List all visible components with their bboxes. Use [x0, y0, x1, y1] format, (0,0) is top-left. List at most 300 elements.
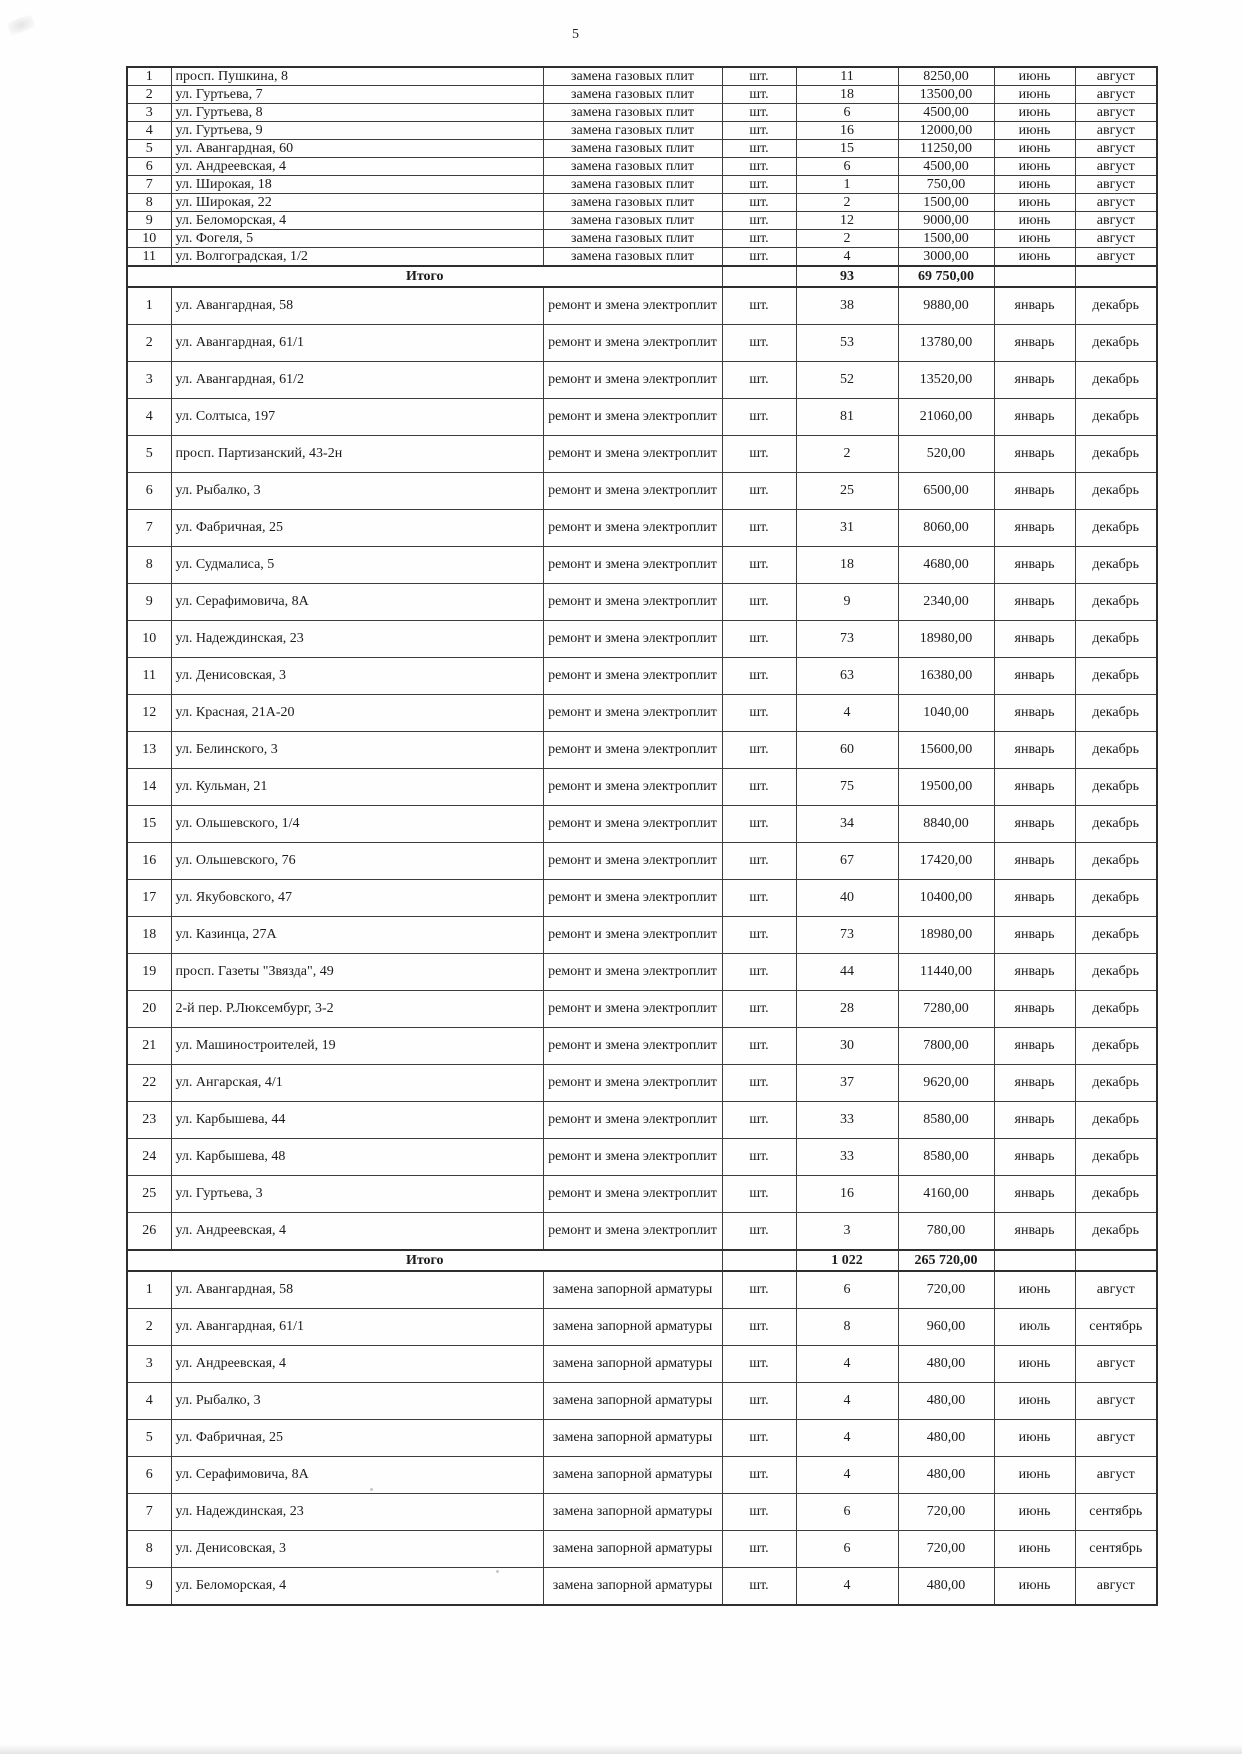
unit-cell: шт. [722, 806, 796, 843]
row-number-cell: 16 [127, 843, 171, 880]
end-month-cell: декабрь [1075, 621, 1157, 658]
end-month-cell: сентябрь [1075, 1531, 1157, 1568]
address-cell: ул. Судмалиса, 5 [171, 547, 543, 584]
unit-cell: шт. [722, 122, 796, 140]
totals-cost-cell: 69 750,00 [898, 266, 994, 287]
row-number-cell: 3 [127, 104, 171, 122]
quantity-cell: 4 [796, 1457, 898, 1494]
row-number-cell: 17 [127, 880, 171, 917]
work-type-cell: ремонт и змена электроплит [543, 1213, 722, 1251]
row-number-cell: 7 [127, 510, 171, 547]
start-month-cell: июнь [994, 1346, 1075, 1383]
row-number-cell: 5 [127, 140, 171, 158]
start-month-cell: июнь [994, 104, 1075, 122]
table-row [127, 1065, 1157, 1102]
unit-cell: шт. [722, 399, 796, 436]
end-month-cell: август [1075, 1383, 1157, 1420]
end-month-cell: декабрь [1075, 954, 1157, 991]
cost-cell: 8580,00 [898, 1102, 994, 1139]
end-month-cell: август [1075, 1346, 1157, 1383]
address-cell: ул. Кульман, 21 [171, 769, 543, 806]
unit-cell: шт. [722, 1213, 796, 1251]
address-cell: ул. Рыбалко, 3 [171, 473, 543, 510]
address-cell: ул. Авангардная, 61/2 [171, 362, 543, 399]
quantity-cell: 12 [796, 212, 898, 230]
start-month-cell: январь [994, 658, 1075, 695]
start-month-cell: январь [994, 769, 1075, 806]
quantity-cell: 6 [796, 1271, 898, 1309]
cost-cell: 1500,00 [898, 230, 994, 248]
work-type-cell: ремонт и змена электроплит [543, 547, 722, 584]
quantity-cell: 4 [796, 1346, 898, 1383]
quantity-cell: 2 [796, 230, 898, 248]
cost-cell: 960,00 [898, 1309, 994, 1346]
totals-row [127, 266, 1157, 287]
start-month-cell: июнь [994, 1420, 1075, 1457]
totals-label: Итого [127, 1250, 722, 1271]
unit-cell: шт. [722, 1028, 796, 1065]
work-type-cell: замена запорной арматуры [543, 1271, 722, 1309]
cost-cell: 480,00 [898, 1346, 994, 1383]
table-row [127, 1420, 1157, 1457]
address-cell: ул. Гуртьева, 8 [171, 104, 543, 122]
address-cell: просп. Партизанский, 43-2н [171, 436, 543, 473]
address-cell: ул. Фогеля, 5 [171, 230, 543, 248]
quantity-cell: 33 [796, 1102, 898, 1139]
cost-cell: 7800,00 [898, 1028, 994, 1065]
start-month-cell: июнь [994, 158, 1075, 176]
work-type-cell: ремонт и змена электроплит [543, 1139, 722, 1176]
cost-cell: 8840,00 [898, 806, 994, 843]
table-row [127, 695, 1157, 732]
end-month-cell: август [1075, 248, 1157, 267]
totals-cost-cell: 265 720,00 [898, 1250, 994, 1271]
cost-cell: 11440,00 [898, 954, 994, 991]
quantity-cell: 4 [796, 1568, 898, 1606]
quantity-cell: 15 [796, 140, 898, 158]
start-month-cell: январь [994, 1213, 1075, 1251]
end-month-cell: декабрь [1075, 584, 1157, 621]
start-month-cell: январь [994, 621, 1075, 658]
address-cell: ул. Денисовская, 3 [171, 1531, 543, 1568]
table-row [127, 248, 1157, 267]
unit-cell: шт. [722, 194, 796, 212]
work-type-cell: ремонт и змена электроплит [543, 880, 722, 917]
address-cell: просп. Газеты "Звязда", 49 [171, 954, 543, 991]
row-number-cell: 25 [127, 1176, 171, 1213]
start-month-cell: январь [994, 362, 1075, 399]
start-month-cell: январь [994, 1139, 1075, 1176]
table-row [127, 104, 1157, 122]
address-cell: ул. Гуртьева, 7 [171, 86, 543, 104]
table-row [127, 1102, 1157, 1139]
unit-cell: шт. [722, 1139, 796, 1176]
start-month-cell [994, 266, 1075, 287]
work-type-cell: замена запорной арматуры [543, 1420, 722, 1457]
row-number-cell: 26 [127, 1213, 171, 1251]
work-type-cell: ремонт и змена электроплит [543, 473, 722, 510]
unit-cell: шт. [722, 880, 796, 917]
unit-cell: шт. [722, 362, 796, 399]
unit-cell: шт. [722, 1383, 796, 1420]
table-row [127, 194, 1157, 212]
end-month-cell: декабрь [1075, 1213, 1157, 1251]
quantity-cell: 34 [796, 806, 898, 843]
end-month-cell: декабрь [1075, 399, 1157, 436]
address-cell: ул. Авангардная, 60 [171, 140, 543, 158]
row-number-cell: 19 [127, 954, 171, 991]
address-cell: ул. Красная, 21А-20 [171, 695, 543, 732]
table-row [127, 547, 1157, 584]
address-cell: ул. Авангардная, 61/1 [171, 325, 543, 362]
row-number-cell: 1 [127, 67, 171, 86]
start-month-cell: январь [994, 695, 1075, 732]
quantity-cell: 53 [796, 325, 898, 362]
unit-cell: шт. [722, 510, 796, 547]
address-cell: ул. Авангардная, 61/1 [171, 1309, 543, 1346]
table-row [127, 140, 1157, 158]
work-schedule-table [126, 66, 1158, 1606]
cost-cell: 8060,00 [898, 510, 994, 547]
unit-cell: шт. [722, 547, 796, 584]
work-type-cell: ремонт и змена электроплит [543, 991, 722, 1028]
cost-cell: 480,00 [898, 1420, 994, 1457]
table-row [127, 806, 1157, 843]
cost-cell: 6500,00 [898, 473, 994, 510]
start-month-cell: июнь [994, 1494, 1075, 1531]
row-number-cell: 11 [127, 248, 171, 267]
end-month-cell: август [1075, 158, 1157, 176]
table-row [127, 769, 1157, 806]
quantity-cell: 44 [796, 954, 898, 991]
unit-cell: шт. [722, 1346, 796, 1383]
work-type-cell: замена газовых плит [543, 140, 722, 158]
unit-cell: шт. [722, 769, 796, 806]
unit-cell: шт. [722, 1494, 796, 1531]
address-cell: ул. Надеждинская, 23 [171, 621, 543, 658]
table-row [127, 1457, 1157, 1494]
table-row [127, 67, 1157, 86]
start-month-cell: июнь [994, 1271, 1075, 1309]
row-number-cell: 7 [127, 1494, 171, 1531]
unit-cell: шт. [722, 230, 796, 248]
start-month-cell: январь [994, 991, 1075, 1028]
scan-artifact [370, 1488, 373, 1491]
end-month-cell: декабрь [1075, 325, 1157, 362]
page-number: 5 [572, 27, 579, 42]
end-month-cell [1075, 1250, 1157, 1271]
work-type-cell: ремонт и змена электроплит [543, 1102, 722, 1139]
unit-cell: шт. [722, 140, 796, 158]
work-type-cell: замена газовых плит [543, 86, 722, 104]
totals-quantity-cell: 93 [796, 266, 898, 287]
work-type-cell: ремонт и змена электроплит [543, 584, 722, 621]
table-row [127, 1531, 1157, 1568]
unit-cell: шт. [722, 1271, 796, 1309]
table-row [127, 732, 1157, 769]
quantity-cell: 33 [796, 1139, 898, 1176]
cost-cell: 21060,00 [898, 399, 994, 436]
quantity-cell: 1 [796, 176, 898, 194]
end-month-cell: август [1075, 1271, 1157, 1309]
quantity-cell: 6 [796, 1531, 898, 1568]
cost-cell: 480,00 [898, 1383, 994, 1420]
quantity-cell: 31 [796, 510, 898, 547]
start-month-cell: январь [994, 880, 1075, 917]
address-cell: ул. Серафимовича, 8А [171, 584, 543, 621]
end-month-cell: декабрь [1075, 658, 1157, 695]
unit-cell: шт. [722, 1065, 796, 1102]
start-month-cell: январь [994, 547, 1075, 584]
quantity-cell: 75 [796, 769, 898, 806]
table-row [127, 287, 1157, 325]
start-month-cell: январь [994, 1102, 1075, 1139]
table-row [127, 473, 1157, 510]
quantity-cell: 73 [796, 917, 898, 954]
end-month-cell: декабрь [1075, 1102, 1157, 1139]
work-type-cell: ремонт и змена электроплит [543, 658, 722, 695]
address-cell: ул. Денисовская, 3 [171, 658, 543, 695]
table-row [127, 1028, 1157, 1065]
unit-cell: шт. [722, 732, 796, 769]
end-month-cell: декабрь [1075, 732, 1157, 769]
cost-cell: 13780,00 [898, 325, 994, 362]
quantity-cell: 37 [796, 1065, 898, 1102]
row-number-cell: 1 [127, 287, 171, 325]
cost-cell: 19500,00 [898, 769, 994, 806]
end-month-cell: сентябрь [1075, 1309, 1157, 1346]
row-number-cell: 10 [127, 230, 171, 248]
table-row [127, 1346, 1157, 1383]
unit-cell: шт. [722, 212, 796, 230]
quantity-cell: 4 [796, 1383, 898, 1420]
quantity-cell: 73 [796, 621, 898, 658]
unit-cell: шт. [722, 917, 796, 954]
row-number-cell: 2 [127, 1309, 171, 1346]
work-type-cell: ремонт и змена электроплит [543, 621, 722, 658]
table-row [127, 436, 1157, 473]
quantity-cell: 4 [796, 695, 898, 732]
address-cell: ул. Фабричная, 25 [171, 510, 543, 547]
address-cell: ул. Ольшевского, 76 [171, 843, 543, 880]
table-row [127, 843, 1157, 880]
unit-cell: шт. [722, 473, 796, 510]
row-number-cell: 6 [127, 473, 171, 510]
work-type-cell: замена запорной арматуры [543, 1309, 722, 1346]
row-number-cell: 8 [127, 194, 171, 212]
start-month-cell [994, 1250, 1075, 1271]
start-month-cell: январь [994, 732, 1075, 769]
end-month-cell: август [1075, 1568, 1157, 1606]
address-cell: ул. Серафимовича, 8А [171, 1457, 543, 1494]
cost-cell: 13520,00 [898, 362, 994, 399]
unit-cell: шт. [722, 67, 796, 86]
end-month-cell: декабрь [1075, 769, 1157, 806]
work-type-cell: ремонт и змена электроплит [543, 510, 722, 547]
end-month-cell: август [1075, 104, 1157, 122]
unit-cell [722, 1250, 796, 1271]
table-row [127, 1139, 1157, 1176]
address-cell: ул. Рыбалко, 3 [171, 1383, 543, 1420]
unit-cell: шт. [722, 1102, 796, 1139]
table-row [127, 1383, 1157, 1420]
start-month-cell: июнь [994, 67, 1075, 86]
end-month-cell: декабрь [1075, 510, 1157, 547]
cost-cell: 480,00 [898, 1457, 994, 1494]
unit-cell: шт. [722, 1568, 796, 1606]
work-type-cell: замена газовых плит [543, 122, 722, 140]
end-month-cell: декабрь [1075, 917, 1157, 954]
work-type-cell: замена газовых плит [543, 67, 722, 86]
unit-cell [722, 266, 796, 287]
unit-cell: шт. [722, 1457, 796, 1494]
start-month-cell: июнь [994, 140, 1075, 158]
address-cell: ул. Широкая, 22 [171, 194, 543, 212]
address-cell: ул. Андреевская, 4 [171, 1346, 543, 1383]
cost-cell: 720,00 [898, 1271, 994, 1309]
start-month-cell: январь [994, 436, 1075, 473]
row-number-cell: 8 [127, 1531, 171, 1568]
row-number-cell: 4 [127, 1383, 171, 1420]
work-type-cell: ремонт и змена электроплит [543, 954, 722, 991]
unit-cell: шт. [722, 104, 796, 122]
row-number-cell: 8 [127, 547, 171, 584]
cost-cell: 16380,00 [898, 658, 994, 695]
row-number-cell: 9 [127, 584, 171, 621]
work-type-cell: ремонт и змена электроплит [543, 917, 722, 954]
table-row [127, 584, 1157, 621]
work-type-cell: замена газовых плит [543, 230, 722, 248]
quantity-cell: 67 [796, 843, 898, 880]
quantity-cell: 52 [796, 362, 898, 399]
cost-cell: 520,00 [898, 436, 994, 473]
table-row [127, 1213, 1157, 1251]
end-month-cell: август [1075, 122, 1157, 140]
address-cell: 2-й пер. Р.Люксембург, 3-2 [171, 991, 543, 1028]
address-cell: ул. Надеждинская, 23 [171, 1494, 543, 1531]
start-month-cell: июнь [994, 1383, 1075, 1420]
quantity-cell: 18 [796, 86, 898, 104]
work-type-cell: замена газовых плит [543, 194, 722, 212]
table-row [127, 880, 1157, 917]
end-month-cell: декабрь [1075, 473, 1157, 510]
address-cell: ул. Андреевская, 4 [171, 1213, 543, 1251]
table-row [127, 1176, 1157, 1213]
quantity-cell: 38 [796, 287, 898, 325]
address-cell: ул. Солтыса, 197 [171, 399, 543, 436]
quantity-cell: 6 [796, 1494, 898, 1531]
start-month-cell: июнь [994, 176, 1075, 194]
cost-cell: 10400,00 [898, 880, 994, 917]
scan-artifact [496, 1570, 499, 1573]
cost-cell: 17420,00 [898, 843, 994, 880]
cost-cell: 4500,00 [898, 104, 994, 122]
table-row [127, 230, 1157, 248]
start-month-cell: январь [994, 399, 1075, 436]
row-number-cell: 24 [127, 1139, 171, 1176]
row-number-cell: 4 [127, 122, 171, 140]
unit-cell: шт. [722, 621, 796, 658]
cost-cell: 13500,00 [898, 86, 994, 104]
address-cell: ул. Машиностроителей, 19 [171, 1028, 543, 1065]
cost-cell: 9880,00 [898, 287, 994, 325]
table-row [127, 1271, 1157, 1309]
unit-cell: шт. [722, 436, 796, 473]
table-row [127, 176, 1157, 194]
unit-cell: шт. [722, 1309, 796, 1346]
start-month-cell: январь [994, 1028, 1075, 1065]
quantity-cell: 16 [796, 122, 898, 140]
quantity-cell: 81 [796, 399, 898, 436]
scan-smudge [6, 14, 35, 36]
cost-cell: 1500,00 [898, 194, 994, 212]
start-month-cell: июнь [994, 230, 1075, 248]
address-cell: ул. Гуртьева, 3 [171, 1176, 543, 1213]
end-month-cell: декабрь [1075, 880, 1157, 917]
quantity-cell: 2 [796, 436, 898, 473]
work-type-cell: замена запорной арматуры [543, 1383, 722, 1420]
row-number-cell: 10 [127, 621, 171, 658]
end-month-cell: август [1075, 230, 1157, 248]
row-number-cell: 14 [127, 769, 171, 806]
cost-cell: 8580,00 [898, 1139, 994, 1176]
quantity-cell: 2 [796, 194, 898, 212]
table-row [127, 621, 1157, 658]
unit-cell: шт. [722, 1420, 796, 1457]
work-type-cell: ремонт и змена электроплит [543, 695, 722, 732]
work-type-cell: ремонт и змена электроплит [543, 1176, 722, 1213]
address-cell: ул. Казинца, 27А [171, 917, 543, 954]
start-month-cell: январь [994, 325, 1075, 362]
cost-cell: 2340,00 [898, 584, 994, 621]
table-row [127, 212, 1157, 230]
unit-cell: шт. [722, 991, 796, 1028]
table-row [127, 399, 1157, 436]
quantity-cell: 3 [796, 1213, 898, 1251]
address-cell: ул. Беломорская, 4 [171, 1568, 543, 1606]
cost-cell: 720,00 [898, 1531, 994, 1568]
address-cell: ул. Карбышева, 44 [171, 1102, 543, 1139]
quantity-cell: 18 [796, 547, 898, 584]
address-cell: ул. Беломорская, 4 [171, 212, 543, 230]
end-month-cell: декабрь [1075, 1065, 1157, 1102]
end-month-cell: август [1075, 176, 1157, 194]
end-month-cell: декабрь [1075, 287, 1157, 325]
address-cell: ул. Фабричная, 25 [171, 1420, 543, 1457]
end-month-cell: август [1075, 86, 1157, 104]
quantity-cell: 25 [796, 473, 898, 510]
end-month-cell: декабрь [1075, 1139, 1157, 1176]
start-month-cell: январь [994, 1065, 1075, 1102]
row-number-cell: 9 [127, 212, 171, 230]
address-cell: ул. Андреевская, 4 [171, 158, 543, 176]
row-number-cell: 6 [127, 158, 171, 176]
cost-cell: 4160,00 [898, 1176, 994, 1213]
end-month-cell: декабрь [1075, 1028, 1157, 1065]
work-type-cell: замена газовых плит [543, 104, 722, 122]
end-month-cell: август [1075, 1420, 1157, 1457]
quantity-cell: 4 [796, 1420, 898, 1457]
work-type-cell: замена запорной арматуры [543, 1346, 722, 1383]
start-month-cell: январь [994, 1176, 1075, 1213]
end-month-cell: декабрь [1075, 991, 1157, 1028]
quantity-cell: 60 [796, 732, 898, 769]
row-number-cell: 5 [127, 436, 171, 473]
row-number-cell: 7 [127, 176, 171, 194]
unit-cell: шт. [722, 176, 796, 194]
row-number-cell: 12 [127, 695, 171, 732]
work-type-cell: ремонт и змена электроплит [543, 769, 722, 806]
